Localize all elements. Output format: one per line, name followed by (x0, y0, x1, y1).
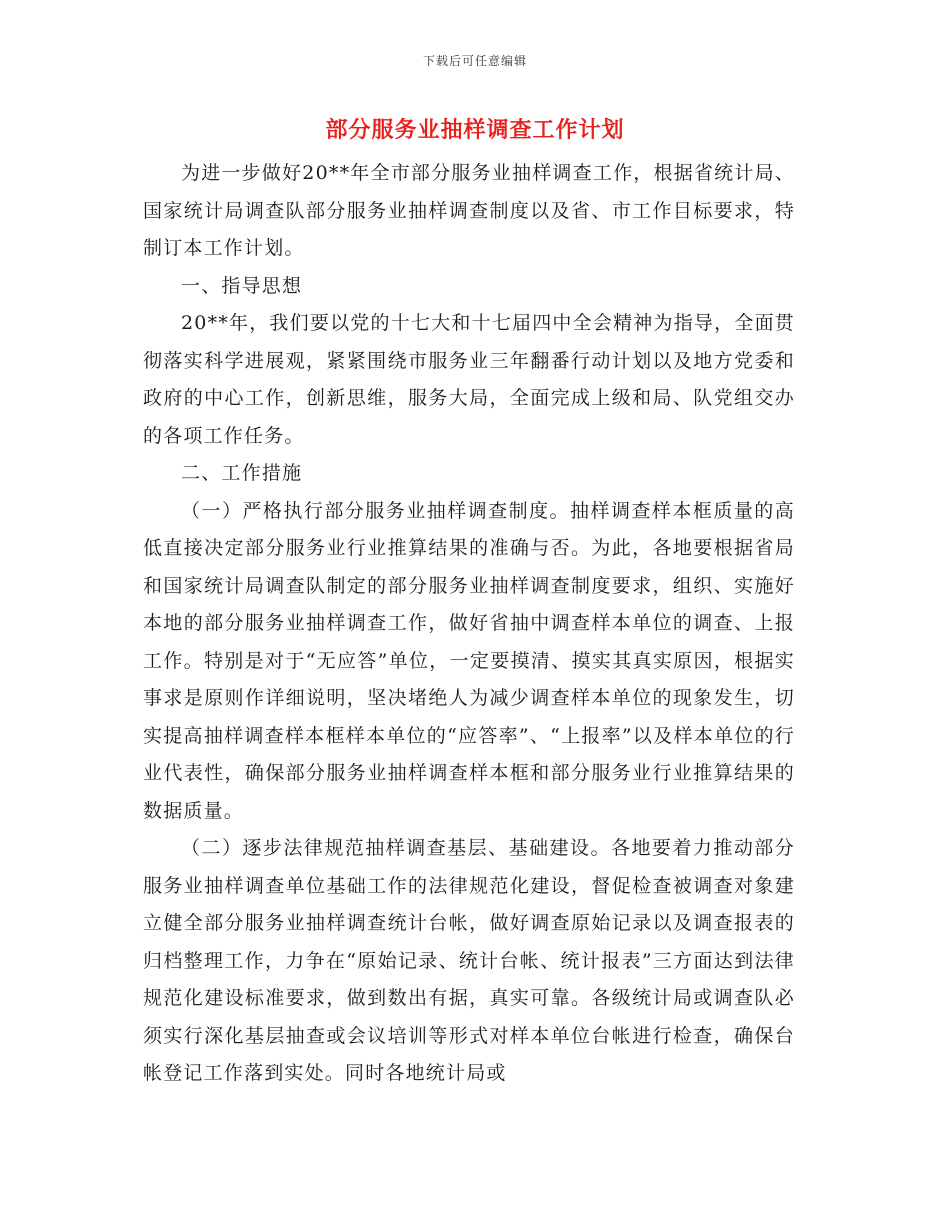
paragraph-guiding-thought: 20**年，我们要以党的十七大和十七届四中全会精神为指导，全面贯彻落实科学进展观，紧紧围绕市服务业三年翻番行动计划以及地方党委和政府的中心工作，创新思维，服务大局，全面完成上级和局、队党组交办的各项工作任务。 (143, 312, 795, 447)
paragraph-measure-two: （二）逐步法律规范抽样调查基层、基础建设。各地要着力推动部分服务业抽样调查单位基础工作的法律规范化建设，督促检查被调查对象建立健全部分服务业抽样调查统计台帐，做好调查原始记录以及调查报表的归档整理工作，力争在“原始记录、统计台帐、统计报表”三方面达到法律规范化建设标准要求，做到数出有据，真实可靠。各级统计局或调查队必须实行深化基层抽查或会议培训等形式对样本单位台帐进行检查，确保台帐登记工作落到实处。同时各地统计局或 (143, 837, 795, 1084)
document-body (143, 155, 795, 1093)
header-note: 下载后可任意编辑 (422, 54, 527, 68)
paragraph-measure-one: （一）严格执行部分服务业抽样调查制度。抽样调查样本框质量的高低直接决定部分服务业行业推算结果的准确与否。为此，各地要根据省局和国家统计局调查队制定的部分服务业抽样调查制度要求，组织、实施好本地的部分服务业抽样调查工作，做好省抽中调查样本单位的调查、上报工作。特别是对于“无应答”单位，一定要摸清、摸实其真实原因，根据实事求是原则作详细说明，坚决堵绝人为减少调查样本单位的现象发生，切实提高抽样调查样本框样本单位的“应答率”、“上报率”以及样本单位的行业代表性，确保部分服务业抽样调查样本框和部分服务业行业推算结果的数据质量。 (143, 499, 795, 822)
section-heading-work-measures: 二、工作措施 (181, 462, 303, 484)
document-title: 部分服务业抽样调查工作计划 (325, 118, 625, 143)
paragraph-intro: 为进一步做好20**年全市部分服务业抽样调查工作，根据省统计局、国家统计局调查队部分服务业抽样调查制度以及省、市工作目标要求，特制订本工作计划。 (143, 162, 795, 259)
section-heading-guiding-thought: 一、指导思想 (181, 274, 303, 297)
